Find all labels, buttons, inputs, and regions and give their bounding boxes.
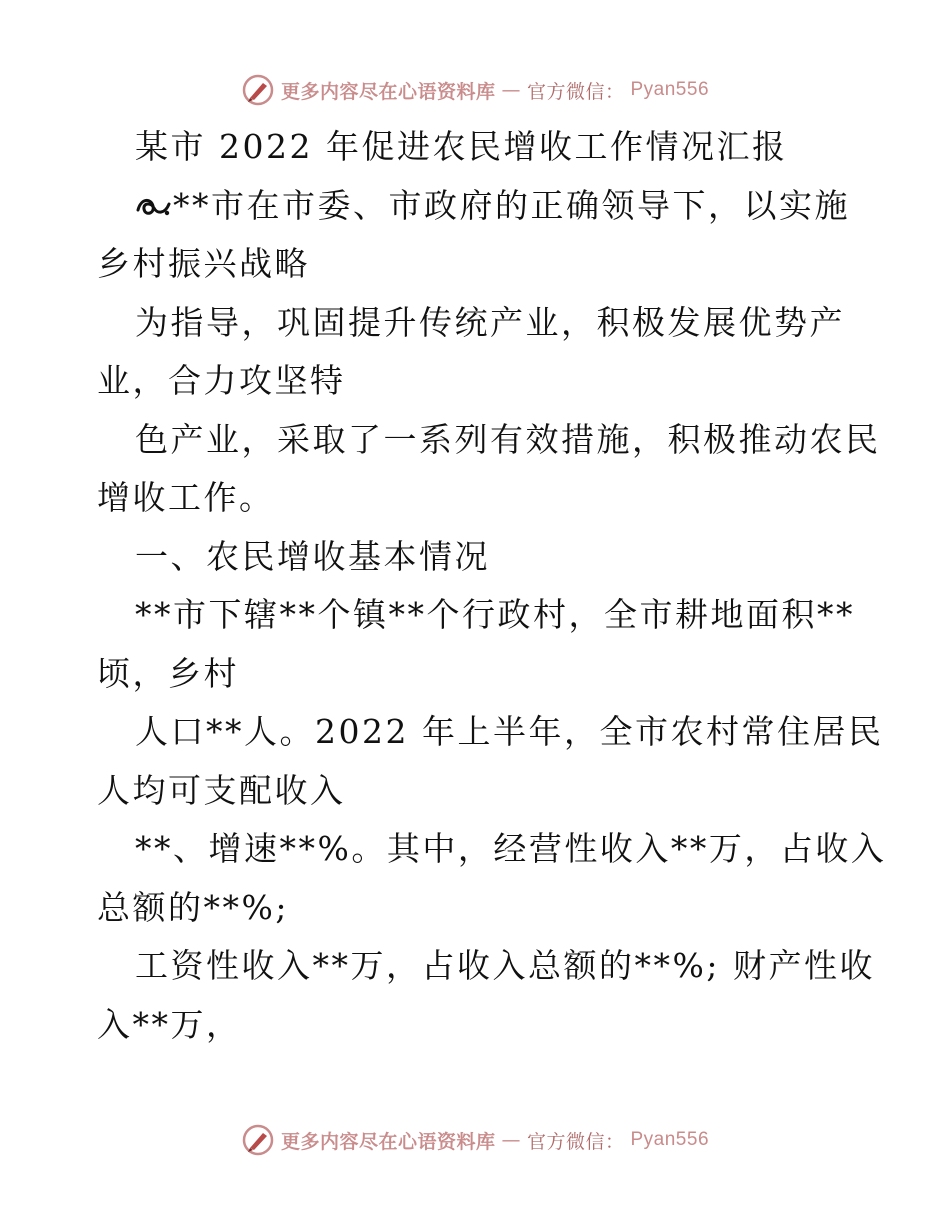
watermark-main-text: 更多内容尽在心语资料库 [280,80,496,103]
paragraph-line [97,177,877,236]
document-body [97,118,887,1054]
paragraph-line: **、增速**%。其中，经营性收入**万，占收入 [135,829,887,868]
paragraph-line: 顷，乡村 [97,653,239,693]
paragraph-line: 乡村振兴战略 [97,244,310,283]
paragraph-line: 人口**人。2022 年上半年，全市农村常住居民 [135,712,884,751]
watermark-dash: — [501,1129,521,1151]
paragraph-line: 增收工作。 [97,478,275,517]
paragraph-line: 人均可支配收入 [97,770,346,810]
paragraph-line: 为指导，巩固提升传统产业，积极发展优势产 [135,302,845,342]
paragraph-line-text: **市在市委、市政府的正确领导下，以实施 [173,185,850,225]
watermark-dash: — [501,79,521,101]
section-heading: 一、农民增收基本情况 [135,536,490,576]
document-title: 某市 2022 年促进农民增收工作情况汇报 [135,127,788,166]
paragraph-line: 入**万， [97,1004,242,1044]
watermark-id: Pyan556 [630,1129,710,1150]
flourish-icon [135,194,173,220]
paragraph-line: 业，合力攻坚特 [97,361,346,400]
paragraph-line: 色产业，采取了一系列有效措施，积极推动农民 [135,419,881,459]
watermark-sub-text: 官方微信： [526,80,625,103]
header-watermark [0,70,950,110]
paragraph-line: 总额的**%; [97,887,289,927]
paragraph-line: **市下辖**个镇**个行政村，全市耕地面积** [135,595,855,634]
watermark-main-text: 更多内容尽在心语资料库 [280,1130,496,1153]
pen-logo-icon [241,73,275,107]
pen-logo-icon [241,1123,275,1157]
watermark-id: Pyan556 [630,79,710,100]
watermark-sub-text: 官方微信： [526,1130,625,1153]
paragraph-line: 工资性收入**万，占收入总额的**%; 财产性收 [135,946,875,985]
footer-watermark [0,1120,950,1160]
